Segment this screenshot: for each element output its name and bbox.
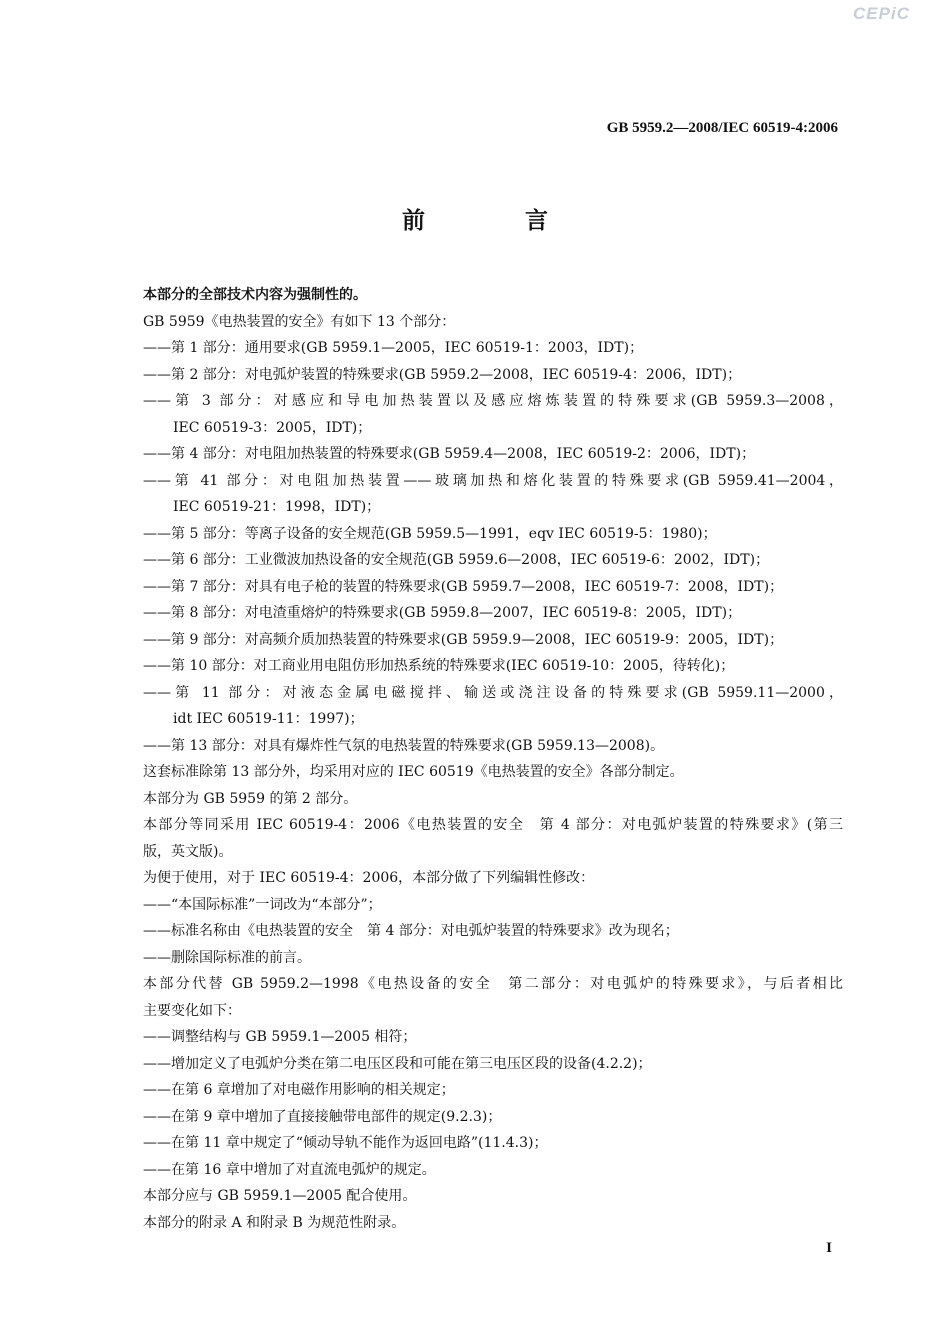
text-line: ——第 1 部分：通用要求(GB 5959.1—2005，IEC 60519-1：2003，IDT)；	[143, 340, 644, 356]
text-line: ——标准名称由《电热装置的安全 第 4 部分：对电弧炉装置的特殊要求》改为现名；	[143, 923, 679, 939]
text-line: 本部分等同采用 IEC 60519-4：2006《电热装置的安全 第 4 部分：对电弧炉装置的特殊要求》(第三	[143, 817, 843, 833]
text-line: ——第 5 部分：等离子设备的安全规范(GB 5959.5—1991，eqv IEC 60519-5：1980)；	[143, 525, 717, 542]
text-line: ——删除国际标准的前言。	[143, 949, 311, 966]
text-line: ——第 8 部分：对电渣重熔炉的特殊要求(GB 5959.8—2007，IEC 60519-8：2005，IDT)；	[143, 605, 742, 621]
page-number: I	[826, 1240, 832, 1256]
foreword-body	[143, 282, 843, 1236]
text-line: ——第 4 部分：对电阻加热装置的特殊要求(GB 5959.4—2008，IEC 60519-2：2006，IDT)；	[143, 446, 756, 462]
text-line: 本部分代替 GB 5959.2—1998《电热设备的安全 第二部分：对电弧炉的特殊要求》，与后者相比	[143, 976, 843, 992]
text-line: ——第 6 部分：工业微波加热设备的安全规范(GB 5959.6—2008，IEC 60519-6：2002，IDT)；	[143, 552, 770, 568]
text-line: ——第 9 部分：对高频介质加热装置的特殊要求(GB 5959.9—2008，IEC 60519-9：2005，IDT)；	[143, 631, 784, 648]
text-line: 这套标准除第 13 部分外，均采用对应的 IEC 60519《电热装置的安全》各部分制定。	[143, 764, 684, 780]
text-line: 主要变化如下：	[143, 1002, 241, 1019]
text-line: ——增加定义了电弧炉分类在第二电压区段和可能在第三电压区段的设备(4.2.2)；	[143, 1055, 652, 1072]
text-line: idt IEC 60519-11：1997)；	[173, 711, 364, 727]
text-line: ——第 2 部分：对电弧炉装置的特殊要求(GB 5959.2—2008，IEC 60519-4：2006，IDT)；	[143, 366, 742, 383]
text-line: ——在第 9 章中增加了直接接触带电部件的规定(9.2.3)；	[143, 1108, 502, 1125]
text-line: ——第 10 部分：对工商业用电阻仿形加热系统的特殊要求(IEC 60519-10：2005，待转化)；	[143, 658, 735, 674]
text-line: ——第 7 部分：对具有电子枪的装置的特殊要求(GB 5959.7—2008，IEC 60519-7：2008，IDT)；	[143, 578, 784, 595]
standard-number-header: GB 5959.2—2008/IEC 60519-4:2006	[606, 120, 838, 136]
text-line: IEC 60519-3：2005，IDT)；	[173, 419, 372, 436]
text-line: ——“本国际标准”一词改为“本部分”；	[143, 896, 382, 913]
text-line: 版，英文版)。	[143, 843, 233, 860]
text-line: ——第 13 部分：对具有爆炸性气氛的电热装置的特殊要求(GB 5959.13—2008)。	[143, 737, 665, 754]
text-line: 为便于使用，对于 IEC 60519-4：2006，本部分做了下列编辑性修改：	[143, 870, 595, 886]
watermark-logo: CEPiC	[853, 4, 910, 23]
page-title: 前 言	[401, 207, 594, 234]
text-line: 本部分应与 GB 5959.1—2005 配合使用。	[143, 1188, 417, 1204]
text-line: ——第 3 部分：对感应和导电加热装置以及感应熔炼装置的特殊要求(GB 5959.3—2008，	[143, 393, 843, 409]
text-line: ——在第 16 章中增加了对直流电弧炉的规定。	[143, 1161, 436, 1178]
text-line: ——在第 6 章增加了对电磁作用影响的相关规定；	[143, 1082, 455, 1098]
text-line: GB 5959《电热装置的安全》有如下 13 个部分：	[143, 313, 456, 330]
text-line: ——第 11 部分：对液态金属电磁搅拌、输送或浇注设备的特殊要求(GB 5959.11—2000，	[143, 684, 843, 701]
text-line: ——第 41 部分：对电阻加热装置——玻璃加热和熔化装置的特殊要求(GB 5959.41—2004，	[143, 472, 843, 489]
text-line: 本部分的附录 A 和附录 B 为规范性附录。	[143, 1214, 406, 1231]
text-line: IEC 60519-21：1998，IDT)；	[173, 499, 381, 515]
text-line: ——调整结构与 GB 5959.1—2005 相符；	[143, 1029, 417, 1045]
text-line: 本部分为 GB 5959 的第 2 部分。	[143, 790, 358, 807]
text-line: ——在第 11 章中规定了“倾动导轨不能作为返回电路”(11.4.3)；	[143, 1135, 548, 1151]
text-line: 本部分的全部技术内容为强制性的。	[143, 287, 367, 303]
